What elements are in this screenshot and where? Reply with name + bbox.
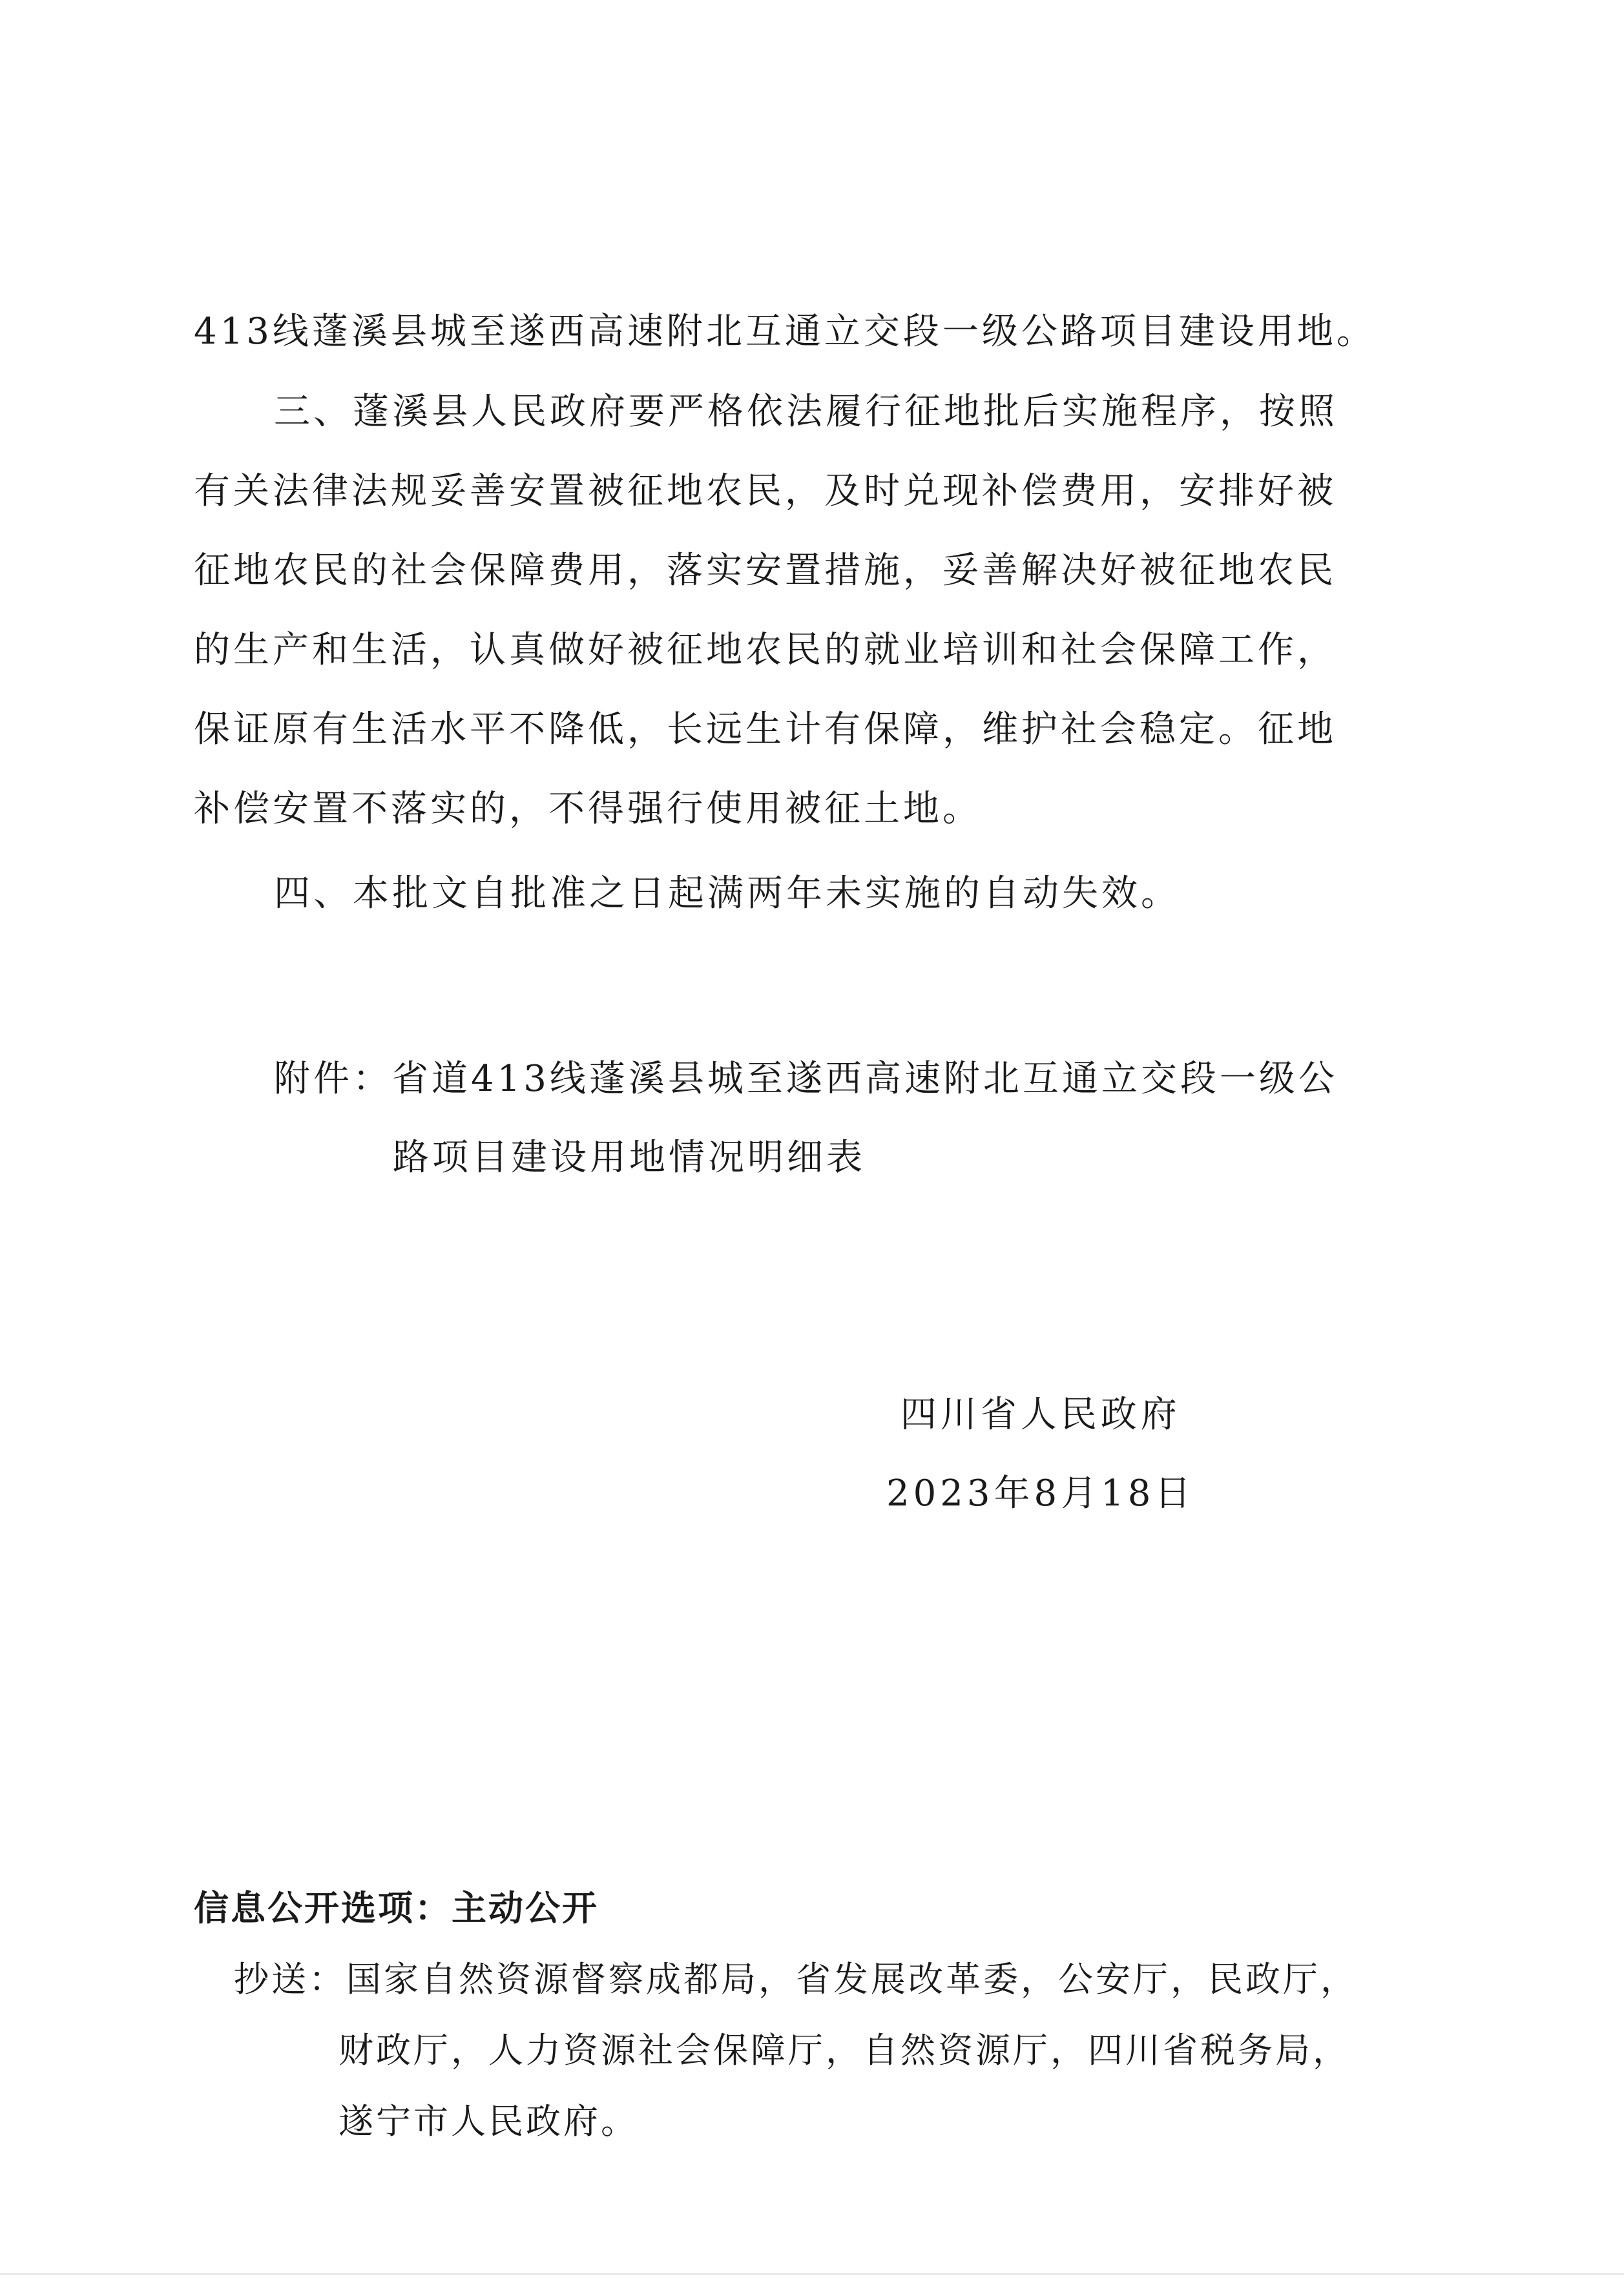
cc-list [194, 1944, 1358, 2157]
paragraph-line: 征地农民的社会保障费用，落实安置措施，妥善解决好被征地农民 [194, 550, 1337, 592]
document-footer [194, 1873, 1358, 2157]
issue-date: 2023年8月18日 [886, 1473, 1195, 1515]
attachment-note [274, 1040, 1338, 1197]
bottom-divider [0, 2273, 1624, 2275]
paragraph-line: 三、蓬溪县人民政府要严格依法履行征地批后实施程序，按照 [274, 391, 1338, 433]
attachment-line: 路项目建设用地情况明细表 [393, 1137, 866, 1179]
paragraph-line: 保证原有生活水平不降低，长远生计有保障，维护社会稳定。征地 [194, 708, 1337, 750]
cc-line: 遂宁市人民政府。 [338, 2101, 638, 2142]
disclosure-option: 信息公开选项：主动公开 [194, 1888, 599, 1929]
cc-line: 抄送：国家自然资源督察成都局，省发展改革委，公安厅，民政厅， [234, 1959, 1358, 2000]
paragraph-three [194, 372, 1382, 849]
paragraph-line: 413线蓬溪县城至遂西高速附北互通立交段一级公路项目建设用地。 [194, 311, 1376, 353]
attachment-line: 附件：省道413线蓬溪县城至遂西高速附北互通立交段一级公 [274, 1058, 1338, 1100]
paragraph-four [194, 854, 1382, 933]
issuer-name: 四川省人民政府 [900, 1394, 1181, 1436]
paragraph-line: 有关法律法规妥善安置被征地农民，及时兑现补偿费用，安排好被 [194, 470, 1337, 512]
paragraph-line: 补偿安置不落实的，不得强行使用被征土地。 [194, 788, 982, 830]
signature-block [886, 1376, 1194, 1533]
paragraph-line: 的生产和生活，认真做好被征地农民的就业培训和社会保障工作， [194, 629, 1337, 671]
paragraph-line: 四、本批文自批准之日起满两年未实施的自动失效。 [274, 873, 1180, 915]
cc-line: 财政厅，人力资源社会保障厅，自然资源厅，四川省税务局， [338, 2030, 1350, 2071]
paragraph-continuation [194, 292, 1382, 371]
